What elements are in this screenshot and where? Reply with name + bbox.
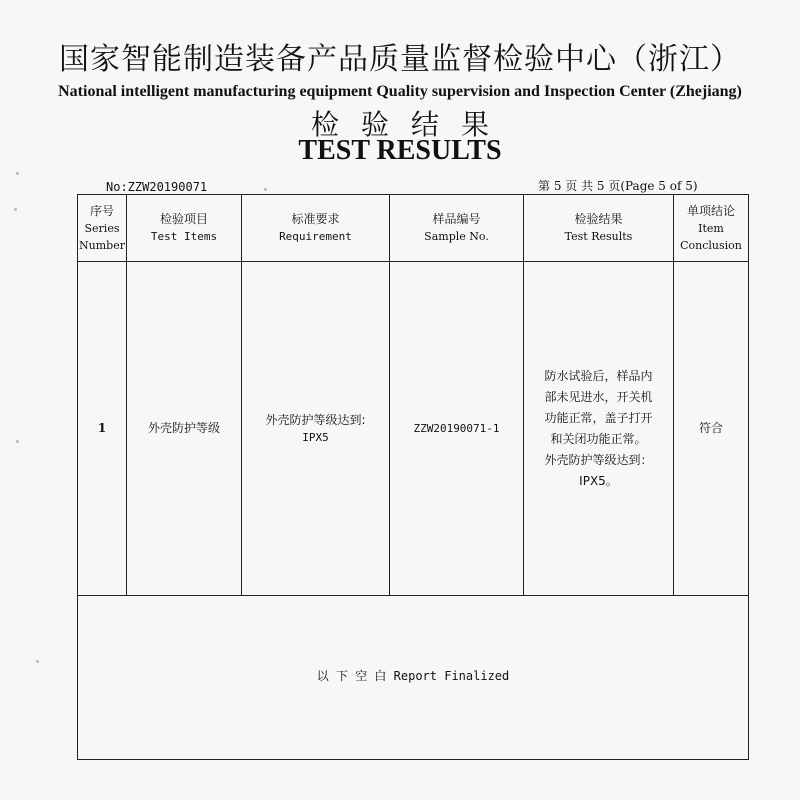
test-result-line: 功能正常，盖子打开 (544, 410, 653, 425)
test-result-line: 外壳防护等级达到： (544, 452, 653, 467)
header-label-cn: 检验项目 (159, 212, 208, 226)
header-label-en: Test Results (564, 230, 633, 243)
page-info: 第 5 页 共 5 页(Page 5 of 5) (538, 179, 698, 193)
test-result-line: 部未见进水，开关机 (544, 389, 653, 404)
header-label-cn: 序号 (89, 203, 114, 218)
header-label-en: Number (79, 238, 125, 252)
test-result-line: 和关闭功能正常。 (550, 431, 647, 446)
heading-en: TEST RESULTS (298, 135, 502, 166)
requirement-value: 外壳防护等级达到: (265, 412, 366, 427)
sample-no-value: ZZW20190071-1 (413, 422, 500, 435)
header-label-en: Item (698, 221, 724, 235)
conclusion-value: 符合 (698, 421, 723, 435)
header-label-cn: 样品编号 (432, 212, 481, 226)
header-label-cn: 标准要求 (291, 212, 340, 226)
row-conclusion (674, 262, 748, 595)
row-divider (78, 595, 748, 596)
header-test-results (524, 195, 673, 261)
org-title-cn: 国家智能制造装备产品质量监督检验中心（浙江） (59, 42, 741, 77)
header-label-en: Series (84, 221, 120, 235)
scan-speck (264, 188, 267, 191)
test-result-text (529, 366, 669, 492)
scan-speck (16, 172, 19, 175)
scan-speck (36, 660, 39, 663)
header-label-en: Sample No. (424, 230, 489, 243)
header-label-cn: 检验结果 (574, 212, 623, 226)
row-sample-no (390, 262, 523, 595)
results-table (77, 194, 749, 760)
test-result-line: 防水试验后，样品内 (544, 368, 653, 383)
report-number: No:ZZW20190071 (106, 180, 208, 194)
heading-cn: 检验结果 (310, 108, 511, 141)
requirement-value: IPX5 (302, 430, 329, 444)
row-test-result (524, 262, 673, 595)
header-label-cn: 单项结论 (686, 203, 735, 218)
header-label-en: Conclusion (680, 238, 742, 252)
scan-speck (14, 208, 17, 211)
header-label-en: Test Items (150, 230, 218, 243)
row-requirement (242, 262, 389, 595)
header-requirement (242, 195, 389, 261)
report-finalized-note: 以 下 空 白 Report Finalized (316, 669, 510, 683)
header-series-number (78, 195, 126, 261)
row-number (78, 262, 126, 595)
scan-speck (16, 440, 19, 443)
header-sample-no (390, 195, 523, 261)
header-item-conclusion (674, 195, 748, 261)
header-test-items (127, 195, 241, 261)
org-title-en: National intelligent manufacturing equipment Quality supervision and Inspection Center (Zhejiang) (58, 83, 742, 100)
series-number-value: 1 (97, 421, 107, 435)
header-label-en: Requirement (279, 230, 352, 243)
row-test-item (127, 262, 241, 595)
test-item-value: 外壳防护等级 (147, 421, 220, 435)
test-result-line: IPX5。 (579, 473, 618, 488)
